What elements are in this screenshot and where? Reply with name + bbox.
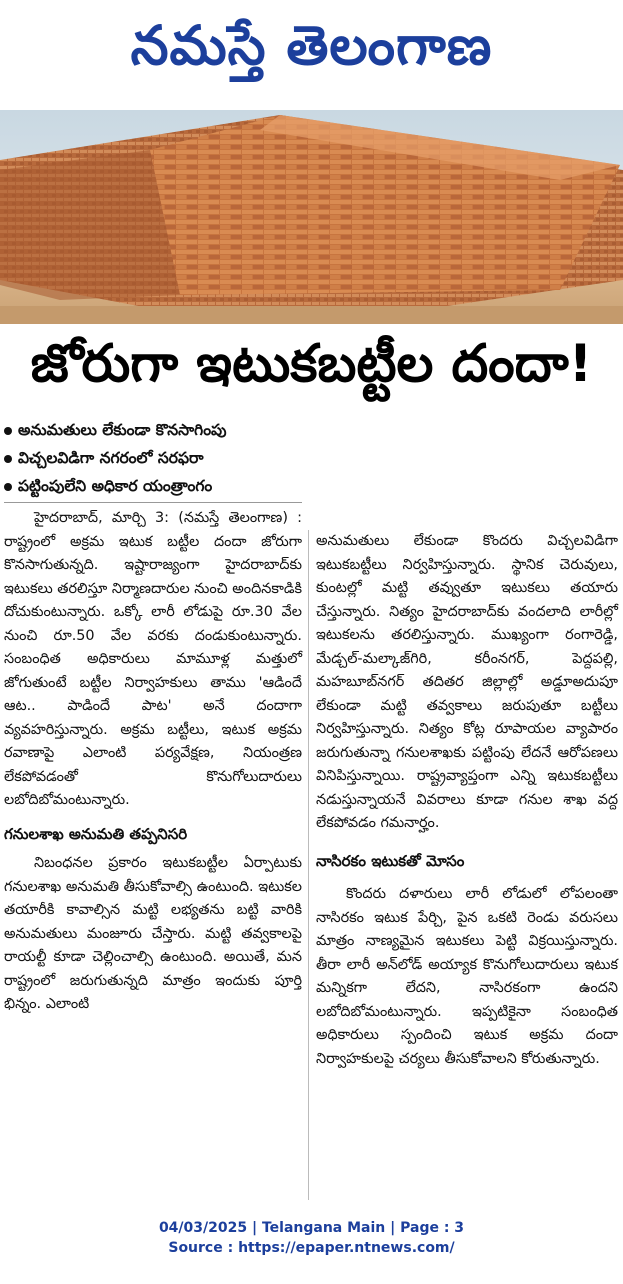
- bullet-dot-icon: [4, 483, 12, 491]
- body-paragraph: అనుమతులు లేకుండా కొందరు విచ్చలవిడిగా ఇటుకబట్టీలు నిర్వహిస్తున్నారు. స్థానిక చెరువులు, కుంటల్లో మట్టి తవ్వుతూ ఇటుకలు తయారు చేస్తున్నారు. నిత్యం హైదరాబాద్‌కు వందలాది లారీల్లో ఇటుకలను తరలిస్తున్నారు. ముఖ్యంగా రంగారెడ్డి, మేడ్చల్-మల్కాజ్‌గిరి, కరీంనగర్, పెద్దపల్లి, మహబూబ్‌నగర్ తదితర జిల్లాల్లో అడ్డూఅదుపూ లేకుండా మట్టి తవ్వకాలు జరుపుతూ బట్టీలు నిర్వహిస్తున్నారు. నిత్యం కోట్ల రూపాయల వ్యాపారం జరుగుతున్నా గనులశాఖకు పట్టింపు లేదనే ఆరోపణలు వినిపిస్తున్నాయి. రాష్ట్రవ్యాప్తంగా ఎన్ని ఇటుకబట్టీలు నడుస్తున్నాయనే వివరాలు కూడా గనుల శాఖ వద్ద లేకపోవడం గమనార్హం.: [316, 533, 618, 831]
- lead-paragraph: హైదరాబాద్, మార్చి 3: (నమస్తే తెలంగాణ) : రాష్ట్రంలో అక్రమ ఇటుక బట్టీల దందా జోరుగా కొనసాగుతున్నది. ఇష్టారాజ్యంగా హైదరాబాద్‌కు ఇటుకలు తరలిస్తూ నిర్మాణదారుల నుంచి అందినకాడికి దోచుకుంటున్నారు. ఒక్కో లారీ లోడుపై రూ.30 వేల నుంచి రూ.50 వేల వరకు దండుకుంటున్నారు. సంబంధిత అధికారులు మామూళ్ల మత్తులో జోగుతుంటే బట్టీల నిర్వాహకులు తాము 'ఆడిందే ఆట.. పాడిందే పాట' అనే దందాగా వ్యవహరిస్తున్నారు. అక్రమ బట్టీలు, ఇటుక అక్రమ రవాణాపై ఎలాంటి పర్యవేక్షణ, నియంత్రణ లేకపోవడంతో కొనుగోలుదారులు లబోదిబోమంటున్నారు.: [4, 502, 302, 813]
- subhead-substandard-brick: నాసిరకం ఇటుకతో మోసం: [316, 851, 465, 870]
- headline: [0, 330, 623, 410]
- headline-text: జోరుగా ఇటుకబట్టీల దందా!: [30, 333, 593, 394]
- masthead-title: నమస్తే తెలంగాణ: [130, 13, 493, 77]
- left-column: [4, 418, 302, 1017]
- bullet-item: అనుమతులు లేకుండా కొనసాగింపు: [4, 418, 302, 442]
- bullet-dot-icon: [4, 427, 12, 435]
- footer-source: Source : https://epaper.ntnews.com/: [168, 1240, 455, 1256]
- body-paragraph: నిబంధనల ప్రకారం ఇటుకబట్టీల ఏర్పాటుకు గనులశాఖ అనుమతి తీసుకోవాల్సి ఉంటుంది. ఇటుకల తయారీకి కావాల్సిన మట్టి లభ్యతను బట్టి వారికి అనుమతులు మంజూరు చేస్తారు. మట్టి తవ్వకాలపై రాయల్టీ కూడా చెల్లించాల్సి ఉంటుంది. అయితే, మన రాష్ట్రంలో జరుగుతున్నది మాత్రం ఇందుకు పూర్తి భిన్నం. ఎలాంటి: [4, 855, 302, 1012]
- bullet-dot-icon: [4, 455, 12, 463]
- bullet-item: పట్టింపులేని అధికార యంత్రాంగం: [4, 474, 302, 498]
- footer: [0, 1218, 623, 1258]
- masthead: [0, 0, 623, 104]
- right-column: [316, 530, 618, 1071]
- footer-date-edition: 04/03/2025 | Telangana Main | Page : 3: [158, 1220, 465, 1236]
- subhead-mining-permission: గనులశాఖ అనుమతి తప్పనిసరి: [4, 824, 188, 843]
- body-paragraph: కొందరు దళారులు లారీ లోడులో లోపలంతా నాసిరకం ఇటుక పేర్చి, పైన ఒకటి రెండు వరుసలు మాత్రం నాణ్యమైన ఇటుకలు పెట్టి విక్రయిస్తున్నారు. తీరా లారీ అన్‌లోడ్ అయ్యాక కొనుగోలుదారులు ఇటుక మన్నికగా లేదని, నాసిరకంగా ఉందని లబోదిబోమంటున్నారు. ఇప్పటికైనా సంబంధిత అధికారులు స్పందించి ఇటుక అక్రమ దందా నిర్వాహకులపై చర్యలు తీసుకోవాలని కోరుతున్నారు.: [316, 886, 618, 1067]
- column-divider: [308, 530, 309, 1200]
- brick-kiln-photo: [0, 110, 623, 324]
- bullet-item: విచ్చలవిడిగా నగరంలో సరఫరా: [4, 446, 302, 470]
